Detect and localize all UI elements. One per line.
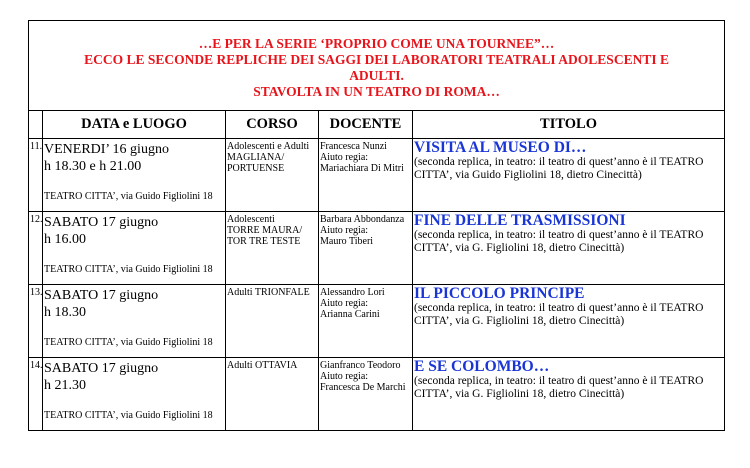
course-cell [226, 358, 319, 431]
event-venue: TEATRO CITTA’, via Guido Figliolini 18 [44, 337, 213, 348]
row-number: 12. [29, 212, 43, 285]
date-location-cell [43, 285, 226, 358]
event-time: h 18.30 e h 21.00 [44, 159, 142, 174]
event-date: SABATO 17 giugno [44, 288, 159, 303]
table-row [29, 358, 725, 431]
event-time: h 21.30 [44, 378, 86, 393]
show-note: (seconda replica, in teatro: il teatro di quest’anno è il TEATRO CITTA’, via G. Figliolini 18, dietro Cinecittà) [414, 229, 704, 254]
schedule-rows [29, 139, 725, 431]
title-cell [413, 139, 725, 212]
course-line: MAGLIANA/ [227, 152, 285, 163]
event-date: SABATO 17 giugno [44, 215, 159, 230]
course-line: TOR TRE TESTE [227, 236, 301, 247]
show-note: (seconda replica, in teatro: il teatro di quest’anno è il TEATRO CITTA’, via G. Figliolini 18, dietro Cinecittà) [414, 302, 704, 327]
banner-line-1: …E PER LA SERIE ‘PROPRIO COME UNA TOURNEE”… [198, 36, 555, 51]
table-row [29, 139, 725, 212]
event-venue: TEATRO CITTA’, via Guido Figliolini 18 [44, 410, 213, 421]
course-line: TORRE MAURA/ [227, 225, 303, 236]
course-cell [226, 212, 319, 285]
header-title: TITOLO [413, 111, 725, 139]
course-cell [226, 285, 319, 358]
date-location-cell [43, 358, 226, 431]
row-number: 11. [29, 139, 43, 212]
teacher-cell [319, 212, 413, 285]
date-block [43, 139, 225, 205]
date-location-cell [43, 139, 226, 212]
teacher-line: Francesca De Marchi [320, 382, 406, 393]
title-cell [413, 285, 725, 358]
show-note: (seconda replica, in teatro: il teatro di quest’anno è il TEATRO CITTA’, via Guido Figliolini 18, dietro Cinecittà) [414, 156, 704, 181]
header-row [29, 111, 725, 139]
banner-line-3: ADULTI. [349, 68, 404, 83]
header-num [29, 111, 43, 139]
schedule-document [28, 20, 724, 431]
header-teacher: DOCENTE [319, 111, 413, 139]
date-block [43, 212, 225, 278]
teacher-line: Aiuto regia: [320, 298, 369, 309]
teacher-line: Mauro Tiberi [320, 236, 374, 247]
row-number: 14. [29, 358, 43, 431]
schedule-table [28, 20, 725, 431]
row-number: 13. [29, 285, 43, 358]
event-venue: TEATRO CITTA’, via Guido Figliolini 18 [44, 191, 213, 202]
show-title: E SE COLOMBO… [414, 358, 550, 375]
teacher-cell [319, 285, 413, 358]
show-title: IL PICCOLO PRINCIPE [414, 285, 585, 302]
teacher-line: Aiuto regia: [320, 371, 369, 382]
event-time: h 18.30 [44, 305, 86, 320]
course-cell [226, 139, 319, 212]
course-line: Adolescenti [227, 214, 275, 225]
event-date: VENERDI’ 16 giugno [44, 142, 169, 157]
teacher-line: Barbara Abbondanza [320, 214, 405, 225]
title-cell [413, 358, 725, 431]
teacher-cell [319, 358, 413, 431]
teacher-line: Alessandro Lori [320, 287, 385, 298]
event-date: SABATO 17 giugno [44, 361, 159, 376]
teacher-line: Arianna Carini [320, 309, 380, 320]
show-title: FINE DELLE TRASMISSIONI [414, 212, 626, 229]
teacher-line: Aiuto regia: [320, 152, 369, 163]
table-row [29, 285, 725, 358]
teacher-line: Gianfranco Teodoro [320, 360, 401, 371]
banner-line-2: ECCO LE SECONDE REPLICHE DEI SAGGI DEI LABORATORI TEATRALI ADOLESCENTI E [84, 52, 669, 67]
show-title: VISITA AL MUSEO DI… [414, 139, 587, 156]
announcement-banner [29, 21, 725, 111]
date-block [43, 358, 225, 424]
course-line: Adolescenti e Adulti [227, 141, 310, 152]
banner-line-4: STAVOLTA IN UN TEATRO DI ROMA… [253, 84, 500, 99]
header-course: CORSO [226, 111, 319, 139]
header-date: DATA e LUOGO [43, 111, 226, 139]
course-line: Adulti OTTAVIA [227, 360, 298, 371]
teacher-line: Aiuto regia: [320, 225, 369, 236]
event-venue: TEATRO CITTA’, via Guido Figliolini 18 [44, 264, 213, 275]
course-line: PORTUENSE [227, 163, 285, 174]
title-cell [413, 212, 725, 285]
date-location-cell [43, 212, 226, 285]
teacher-line: Mariachiara Di Mitri [320, 163, 404, 174]
teacher-cell [319, 139, 413, 212]
show-note: (seconda replica, in teatro: il teatro di quest’anno è il TEATRO CITTA’, via G. Figliolini 18, dietro Cinecittà) [414, 375, 704, 400]
event-time: h 16.00 [44, 232, 86, 247]
teacher-line: Francesca Nunzi [320, 141, 387, 152]
table-row [29, 212, 725, 285]
date-block [43, 285, 225, 351]
course-line: Adulti TRIONFALE [227, 287, 310, 298]
